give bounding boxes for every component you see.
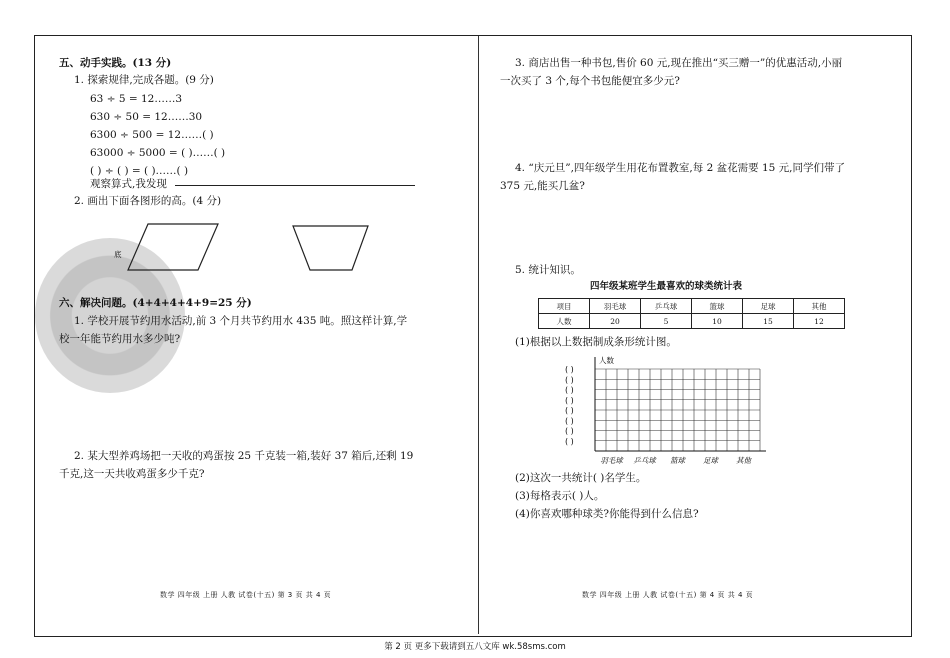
y-tick-label: ( ) (565, 436, 574, 446)
x-tick-label: 乒乓球 (633, 456, 656, 465)
problem-4-line-1: 4. “庆元旦”,四年级学生用花布置教室,每 2 盆花需要 15 元,同学们带了 (515, 162, 845, 174)
problem-2-line-1: 2. 某大型养鸡场把一天收的鸡蛋按 25 千克装一箱,装好 37 箱后,还剩 19 (74, 450, 414, 462)
answer-line[interactable] (175, 185, 415, 186)
x-tick-label: 其他 (736, 456, 751, 465)
right-page-footer: 数学 四年级 上册 人教 试卷(十五) 第 4 页 共 4 页 (582, 591, 754, 599)
shapes-figure (110, 218, 370, 278)
table-header-cell: 羽毛球 (590, 299, 641, 314)
question-1: 1. 探索规律,完成各题。(9 分) (74, 74, 214, 86)
problem-5: 5. 统计知识。 (515, 264, 581, 276)
table-cell: 人数 (539, 314, 590, 329)
table-cell: 12 (794, 314, 845, 329)
table-cell: 20 (590, 314, 641, 329)
problem-2-line-2: 千克,这一天共收鸡蛋多少千克? (59, 468, 205, 480)
sub-question-4: (4)你喜欢哪种球类?你能得到什么信息? (515, 508, 699, 520)
y-tick-label: ( ) (565, 426, 574, 436)
equation-3: 6300 ÷ 500 = 12……( ) (90, 129, 214, 141)
sub-question-3: (3)每格表示( )人。 (515, 490, 605, 502)
y-axis-label: 人数 (599, 356, 614, 365)
problem-1-line-2: 校一年能节约用水多少吨? (59, 333, 181, 345)
y-tick-label: ( ) (565, 406, 574, 415)
y-tick-label: ( ) (565, 365, 574, 374)
problem-4-line-2: 375 元,能买几盆? (500, 180, 585, 192)
section-6-title: 六、解决问题。(4+4+4+4+9=25 分) (59, 297, 252, 309)
sub-question-1: (1)根据以上数据制成条形统计图。 (515, 336, 677, 348)
base-label: 底 (114, 250, 122, 259)
problem-1-line-1: 1. 学校开展节约用水活动,前 3 个月共节约用水 435 吨。照这样计算,学 (74, 315, 408, 327)
trapezoid-shape (293, 226, 368, 270)
table-title: 四年级某班学生最喜欢的球类统计表 (590, 281, 743, 292)
question-2: 2. 画出下面各图形的高。(4 分) (74, 195, 222, 207)
equation-4: 63000 ÷ 5000 = ( )……( ) (90, 147, 226, 159)
left-page-footer: 数学 四年级 上册 人教 试卷(十五) 第 3 页 共 4 页 (160, 591, 332, 599)
table-header-cell: 篮球 (692, 299, 743, 314)
download-note: 第 2 页 更多下载请到五八文库 wk.58sms.com (384, 642, 566, 652)
x-tick-label: 篮球 (670, 456, 685, 465)
y-tick-label: ( ) (565, 416, 574, 426)
equation-5: ( ) ÷ ( ) = ( )……( ) (90, 165, 189, 177)
table-header-cell: 项目 (539, 299, 590, 314)
y-tick-label: ( ) (565, 395, 574, 405)
problem-3-line-1: 3. 商店出售一种书包,售价 60 元,现在推出“买三赠一”的优惠活动,小丽 (515, 57, 843, 69)
observe-prompt: 观察算式,我发现 (90, 178, 167, 190)
table-header-row (539, 299, 845, 314)
table-header-cell: 足球 (743, 299, 794, 314)
problem-3-line-2: 一次买了 3 个,每个书包能便宜多少元? (500, 75, 680, 87)
equation-1: 63 ÷ 5 = 12……3 (90, 93, 183, 105)
table-cell: 5 (641, 314, 692, 329)
bar-chart-grid[interactable] (545, 355, 775, 467)
parallelogram-shape (128, 224, 218, 270)
section-5-title: 五、动手实践。(13 分) (59, 57, 172, 69)
equation-2: 630 ÷ 50 = 12……30 (90, 111, 203, 123)
table-row (539, 314, 845, 329)
table-header-cell: 其他 (794, 299, 845, 314)
stats-table (538, 298, 845, 329)
x-tick-label: 足球 (703, 456, 718, 465)
table-cell: 15 (743, 314, 794, 329)
x-tick-label: 羽毛球 (600, 456, 623, 465)
page-divider (478, 36, 479, 634)
table-header-cell: 乒乓球 (641, 299, 692, 314)
y-tick-label: ( ) (565, 375, 574, 385)
sub-question-2: (2)这次一共统计( )名学生。 (515, 472, 647, 484)
table-cell: 10 (692, 314, 743, 329)
y-tick-label: ( ) (565, 385, 574, 395)
